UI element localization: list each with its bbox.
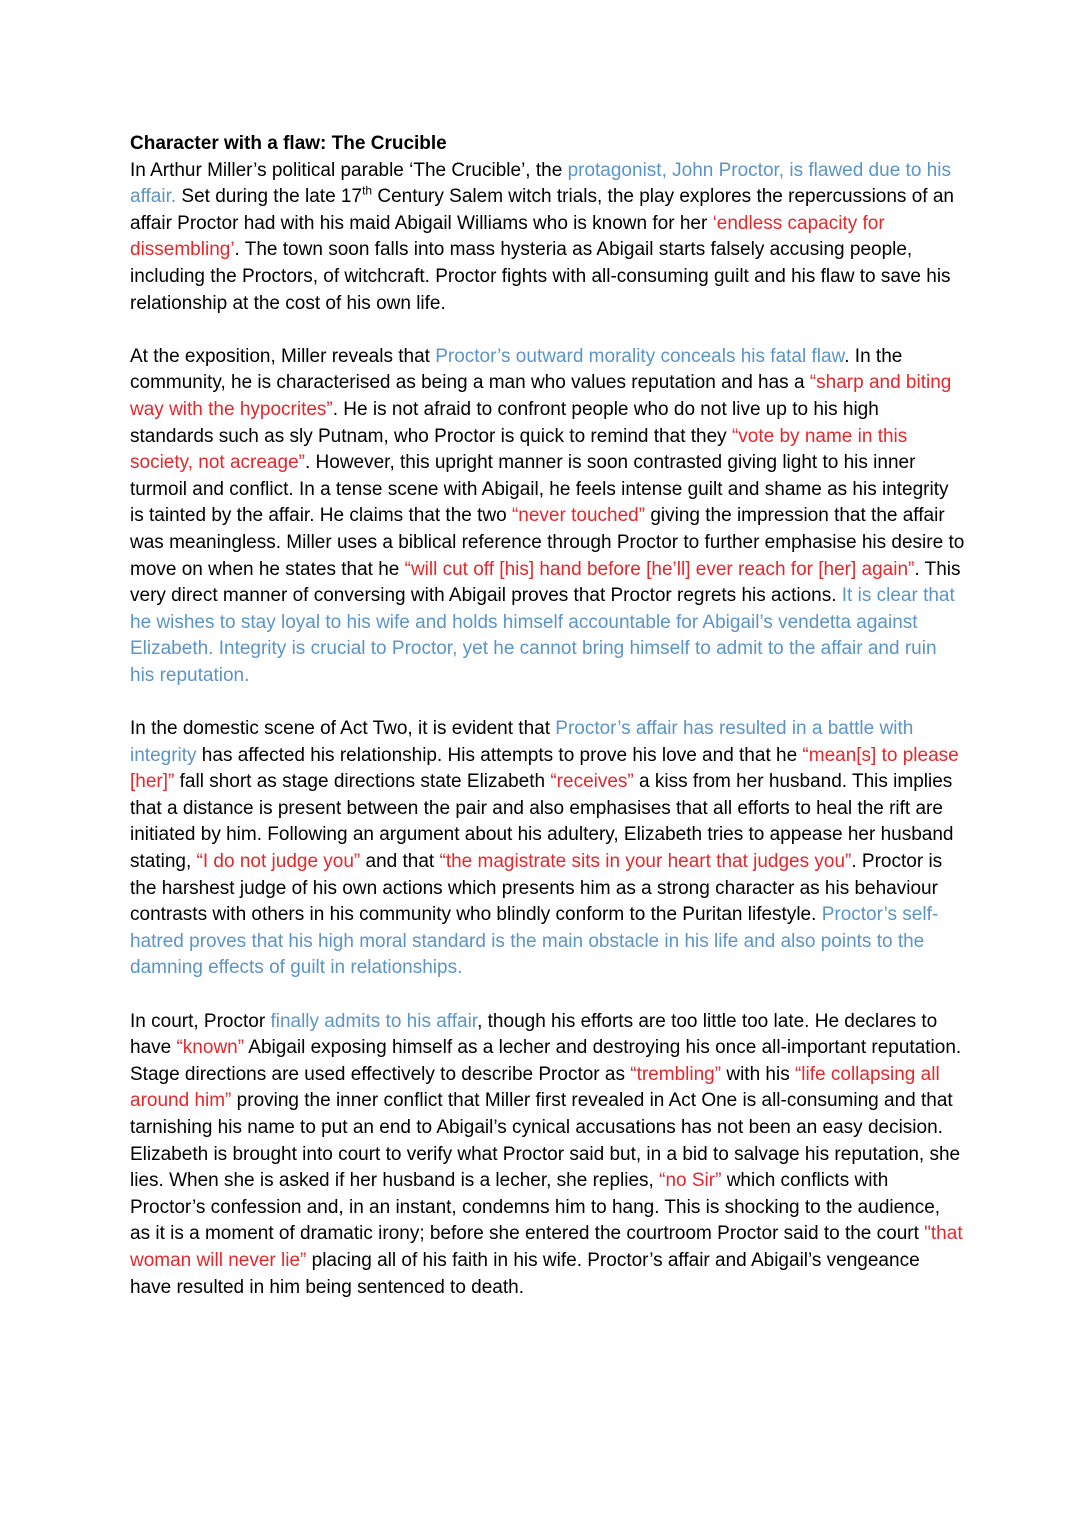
body-text: Century Salem witch trials, the play explores the repercussions of an affair Proctor had with his maid Abigail Williams who is known for her xyxy=(130,186,954,234)
quotation: “the magistrate sits in your heart that judges you” xyxy=(439,851,852,873)
analysis-point: It is clear that he wishes to stay loyal to his wife and holds himself accountable for Abigail’s vendetta against Elizabeth. Integrity is crucial to Proctor, yet he cannot bring himself to admit to the affair and ruin his reputation. xyxy=(130,585,955,686)
body-text: proving the inner conflict that Miller first revealed in Act One is all-consuming and that tarnishing his name to put an end to Abigail’s cynical accusations has not been an easy decision. Elizabeth is brought into court to verify what Proctor said but, in a bid to salvage his reputation, she lies. When she is asked if her husband is a lecher, she replies, xyxy=(130,1090,961,1192)
essay-body xyxy=(130,158,965,1302)
analysis-point: Proctor’s affair has resulted in a battle with integrity xyxy=(130,718,914,766)
body-text: giving the impression that the affair was meaningless. Miller uses a biblical reference through Proctor to further emphasise his desire to move on when he states that he xyxy=(130,505,965,580)
body-text: At the exposition, Miller reveals that xyxy=(130,345,436,367)
analysis-point: protagonist, John Proctor, is flawed due to his affair. xyxy=(130,159,951,208)
body-text: placing all of his faith in his wife. Proctor’s affair and Abigail’s vengeance have resulted in him being sentenced to death. xyxy=(130,1249,920,1298)
body-text: Set during the late 17 xyxy=(176,186,363,208)
quotation: “will cut off [his] hand before [he’ll] ever reach for [her] again” xyxy=(404,558,915,580)
quotation: “vote by name in this society, not acreage” xyxy=(130,425,908,474)
body-text: has affected his relationship. His attempts to prove his love and that he xyxy=(196,744,803,766)
body-text: In court, Proctor xyxy=(130,1010,271,1032)
paragraph-court xyxy=(130,1009,965,1302)
body-text: . Proctor is the harshest judge of his own actions which presents him as a strong character as his behaviour contrasts with others in his community who blindly conform to the Puritan lifestyle. xyxy=(130,851,943,926)
body-text: Abigail exposing himself as a lecher and destroying his once all-important reputation. Stage directions are used effectively to describe Proctor as xyxy=(130,1037,962,1085)
body-text: In Arthur Miller’s political parable ‘The Crucible’, the xyxy=(130,159,568,181)
quotation: “sharp and biting way with the hypocrites” xyxy=(130,372,952,420)
body-text: a kiss from her husband. This implies that a distance is present between the pair and also emphasises that all efforts to heal the rift are initiated by him. Following an argument about his adultery, Elizabeth tries to appease her husband stating, xyxy=(130,771,954,873)
paragraph-introduction xyxy=(130,158,965,318)
body-text: fall short as stage directions state Elizabeth xyxy=(174,771,551,793)
body-text: with his xyxy=(721,1063,795,1085)
body-text: In the domestic scene of Act Two, it is evident that xyxy=(130,718,556,740)
body-text: . He is not afraid to confront people who do not live up to his high standards such as sly Putnam, who Proctor is quick to remind that they xyxy=(130,398,879,447)
quotation: “mean[s] to please [her]” xyxy=(130,744,959,793)
body-text: . The town soon falls into mass hysteria as Abigail starts falsely accusing people, including the Proctors, of witchcraft. Proctor fights with all-consuming guilt and his flaw to save his relationship at the cost of his own life. xyxy=(130,239,951,314)
quotation: “I do not judge you” xyxy=(196,851,361,873)
analysis-point: finally admits to his affair xyxy=(270,1010,478,1032)
analysis-point: Proctor’s outward morality conceals his fatal flaw xyxy=(435,345,845,367)
body-text: th xyxy=(362,183,373,198)
quotation: “never touched” xyxy=(511,505,646,527)
body-text: which conflicts with Proctor’s confession and, in an instant, condemns him to hang. This is shocking to the audience, as it is a moment of dramatic irony; before she entered the courtroom Proctor said to the court xyxy=(130,1170,941,1245)
body-text: . This very direct manner of conversing with Abigail proves that Proctor regrets his actions. xyxy=(130,558,961,607)
body-text: . However, this upright manner is soon contrasted giving light to his inner turmoil and conflict. In a tense scene with Abigail, he feels intense guilt and shame as his integrity is tainted by the affair. He claims that the two xyxy=(130,452,949,527)
body-text: and that xyxy=(360,851,440,873)
paragraph-exposition xyxy=(130,344,965,690)
essay-page xyxy=(130,131,965,1328)
quotation: ‘endless capacity for dissembling’ xyxy=(130,212,885,261)
body-text: , though his efforts are too little too late. He declares to have xyxy=(130,1010,938,1059)
paragraph-act-two xyxy=(130,716,965,982)
essay-title: Character with a flaw: The Crucible xyxy=(130,133,447,154)
quotation: “life collapsing all around him” xyxy=(130,1063,940,1112)
quotation: “trembling” xyxy=(630,1063,722,1085)
quotation: “known” xyxy=(176,1037,245,1059)
body-text: . In the community, he is characterised as being a man who values reputation and has a xyxy=(130,345,903,394)
analysis-point: Proctor’s self-hatred proves that his high moral standard is the main obstacle in his life and also points to the damning effects of guilt in relationships. xyxy=(130,904,939,979)
quotation: “receives” xyxy=(550,771,634,793)
quotation: "that woman will never lie” xyxy=(130,1223,963,1271)
quotation: “no Sir” xyxy=(659,1170,722,1192)
